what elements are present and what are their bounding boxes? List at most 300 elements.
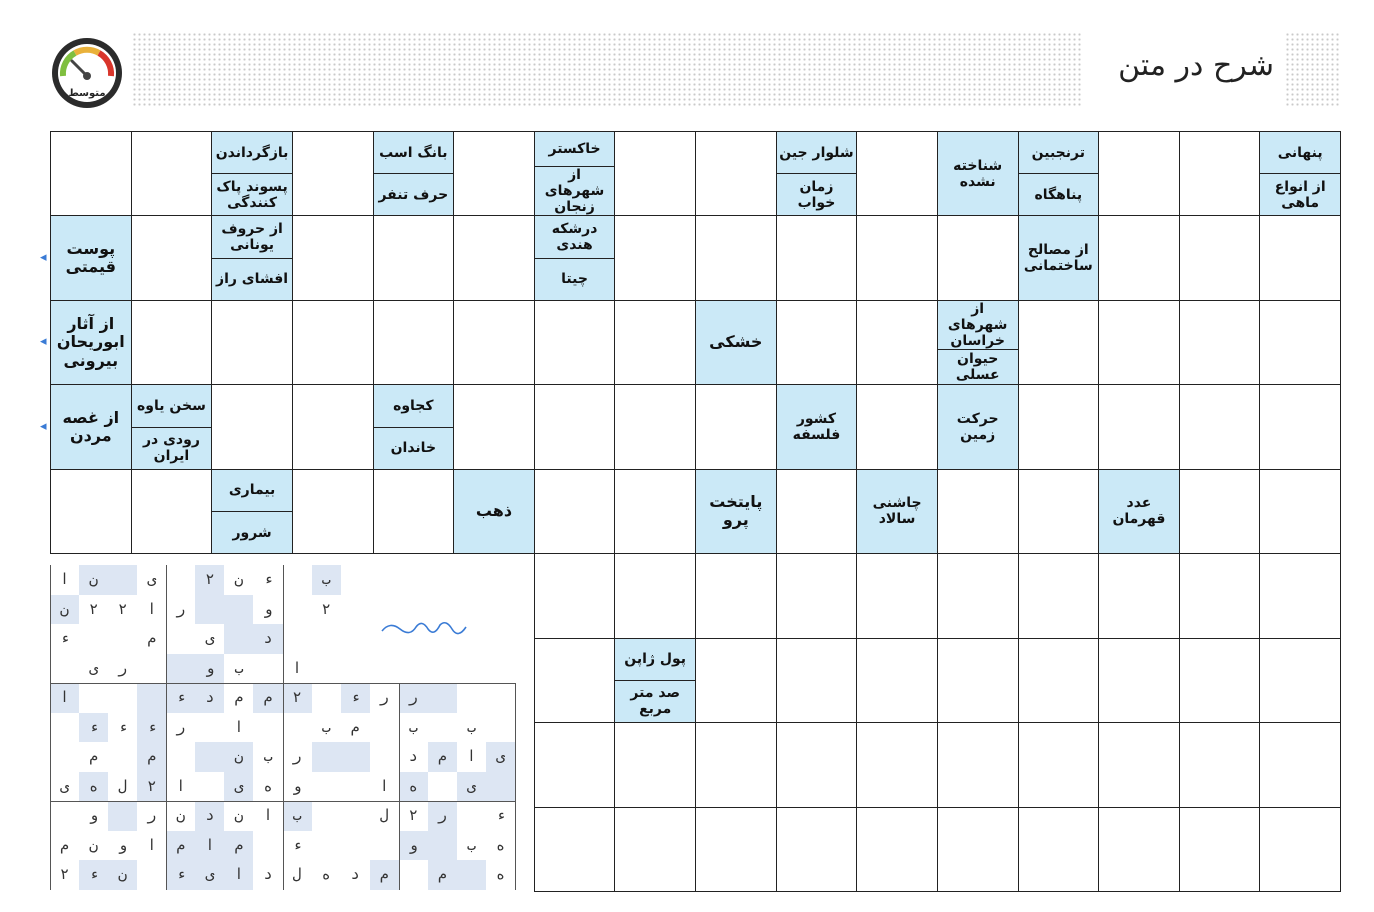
mini-grid-cell	[312, 801, 341, 831]
mini-grid-cell: ی	[147, 570, 157, 588]
clue-cell	[453, 469, 535, 554]
answer-cell[interactable]	[534, 384, 616, 469]
clue-text: شلوار جین	[779, 144, 854, 161]
mini-grid-cell: د	[253, 624, 282, 654]
clue-text: خاکستر	[548, 141, 601, 158]
mini-grid-cell: ا	[50, 683, 79, 713]
answer-cell[interactable]	[614, 215, 696, 300]
answer-cell[interactable]	[776, 553, 858, 638]
mini-grid-divider	[166, 565, 167, 890]
answer-cell[interactable]	[776, 215, 858, 300]
mini-grid-cell	[108, 742, 137, 772]
clue-text: حرکت زمین	[956, 410, 999, 444]
mini-grid-cell	[283, 565, 312, 595]
mini-grid-cell	[166, 624, 195, 654]
clue-text: زمان خواب	[777, 173, 857, 215]
mini-grid-cell: و	[89, 806, 99, 825]
mini-grid-cell	[341, 801, 370, 831]
answer-cell[interactable]	[534, 300, 616, 385]
mini-grid-cell	[195, 772, 224, 802]
answer-cell[interactable]	[614, 553, 696, 638]
clue-text: ذهب	[475, 501, 513, 521]
mini-grid-cell: ء	[495, 806, 505, 825]
header-dot-band-left	[132, 32, 1082, 108]
mini-grid-cell	[50, 801, 79, 831]
mini-grid-cell: ب	[321, 717, 331, 736]
clue-cell	[776, 384, 858, 469]
mini-grid-cell	[341, 831, 370, 861]
mini-grid-cell	[137, 860, 166, 890]
mini-grid-cell	[108, 683, 137, 713]
answer-cell[interactable]	[211, 300, 293, 385]
answer-cell[interactable]	[131, 131, 213, 216]
mini-grid-cell: ه	[495, 865, 505, 884]
mini-grid-cell	[312, 624, 341, 654]
mini-grid-cell: ا	[147, 599, 157, 618]
mini-grid-cell: ب	[263, 747, 273, 766]
mini-grid-cell: ر	[399, 683, 428, 713]
answer-cell[interactable]	[776, 469, 858, 554]
answer-cell[interactable]	[1098, 131, 1180, 216]
mini-grid-cell: ی	[224, 772, 253, 802]
answer-cell[interactable]	[1179, 384, 1261, 469]
answer-cell[interactable]	[776, 300, 858, 385]
answer-cell[interactable]	[614, 722, 696, 807]
mini-grid-cell: ء	[166, 860, 195, 890]
answer-cell[interactable]	[453, 384, 535, 469]
answer-cell[interactable]	[131, 469, 213, 554]
answer-cell[interactable]	[453, 131, 535, 216]
answer-cell[interactable]	[131, 300, 213, 385]
answer-cell[interactable]	[856, 384, 938, 469]
mini-grid-cell: ب	[466, 717, 476, 736]
mini-grid-cell: ء	[137, 713, 166, 743]
answer-cell[interactable]	[453, 300, 535, 385]
mini-grid-cell: ء	[166, 683, 195, 713]
mini-grid-cell: ل	[292, 865, 302, 884]
answer-cell[interactable]	[937, 638, 1019, 723]
clue-cell	[50, 300, 132, 385]
mini-grid-cell: م	[253, 683, 282, 713]
mini-grid-cell	[50, 654, 79, 684]
answer-cell[interactable]	[1259, 469, 1341, 554]
mini-grid-divider	[50, 683, 515, 684]
answer-cell[interactable]	[1098, 553, 1180, 638]
clue-text: پسوند پاک کنندگی	[212, 173, 292, 215]
answer-cell[interactable]	[1259, 807, 1341, 892]
answer-cell[interactable]	[1098, 722, 1180, 807]
answer-cell[interactable]	[695, 807, 777, 892]
mini-grid-cell: م	[428, 742, 457, 772]
mini-grid-cell: ا	[234, 717, 244, 736]
clue-arrow-icon: ◂	[40, 418, 47, 434]
answer-cell[interactable]	[292, 300, 374, 385]
page-title: شرح در متن	[1118, 48, 1274, 83]
hint-mini-grid	[50, 565, 515, 890]
mini-grid-divider	[50, 565, 51, 890]
mini-grid-divider	[283, 565, 284, 890]
mini-grid-cell	[166, 742, 195, 772]
mini-grid-cell: ا	[176, 776, 186, 795]
clue-cell	[776, 131, 858, 216]
mini-grid-cell	[224, 624, 253, 654]
mini-grid-cell: ء	[341, 683, 370, 713]
answer-cell[interactable]	[1098, 807, 1180, 892]
clue-cell	[534, 131, 616, 216]
answer-cell[interactable]	[292, 131, 374, 216]
clue-cell	[373, 384, 455, 469]
mini-grid-cell: م	[234, 688, 244, 707]
clue-cell	[211, 131, 293, 216]
mini-grid-cell: ی	[89, 658, 99, 677]
answer-cell[interactable]	[1018, 384, 1100, 469]
mini-grid-cell	[457, 801, 486, 831]
answer-cell[interactable]	[1018, 638, 1100, 723]
clue-cell	[50, 215, 132, 300]
mini-grid-cell: ر	[428, 801, 457, 831]
mini-grid-cell	[166, 565, 195, 595]
difficulty-gauge-icon	[50, 36, 124, 110]
mini-grid-cell: ه	[263, 776, 273, 795]
mini-grid-cell: م	[60, 835, 70, 854]
mini-grid-divider	[399, 683, 400, 890]
answer-cell[interactable]	[1259, 638, 1341, 723]
answer-cell[interactable]	[695, 722, 777, 807]
mini-grid-cell	[312, 654, 341, 684]
clue-cell	[695, 469, 777, 554]
answer-cell[interactable]	[1179, 215, 1261, 300]
answer-cell[interactable]	[1018, 469, 1100, 554]
mini-grid-cell: ن	[108, 860, 137, 890]
answer-cell[interactable]	[50, 469, 132, 554]
mini-grid-cell: ٢	[60, 865, 70, 884]
mini-grid-cell: ه	[321, 865, 331, 884]
answer-cell[interactable]	[292, 384, 374, 469]
mini-grid-cell: ب	[408, 717, 418, 736]
clue-text: از حروف یونانی	[221, 220, 283, 254]
mini-grid-cell	[457, 860, 486, 890]
answer-cell[interactable]	[373, 215, 455, 300]
answer-cell[interactable]	[1179, 131, 1261, 216]
mini-grid-cell	[253, 831, 282, 861]
clue-cell	[50, 384, 132, 469]
mini-grid-cell: ه	[79, 772, 108, 802]
answer-cell[interactable]	[614, 469, 696, 554]
answer-cell[interactable]	[1098, 384, 1180, 469]
clue-text: از شهرهای زنجان	[535, 166, 615, 215]
answer-cell[interactable]	[50, 131, 132, 216]
clue-text: پایتخت پرو	[709, 492, 763, 530]
answer-cell[interactable]	[1259, 553, 1341, 638]
mini-grid-cell	[283, 624, 312, 654]
clue-text: پوست قیمتی	[65, 238, 117, 277]
mini-grid-cell: ٢	[118, 599, 128, 618]
answer-cell[interactable]	[131, 215, 213, 300]
mini-grid-cell: ر	[176, 599, 186, 618]
answer-cell[interactable]	[292, 469, 374, 554]
answer-cell[interactable]	[776, 638, 858, 723]
mini-grid-cell: ا	[379, 776, 389, 795]
answer-cell[interactable]	[937, 215, 1019, 300]
mini-grid-cell: ٢	[283, 683, 312, 713]
answer-cell[interactable]	[937, 807, 1019, 892]
answer-cell[interactable]	[453, 215, 535, 300]
clue-text: بیماری	[228, 482, 276, 499]
answer-cell[interactable]	[695, 553, 777, 638]
mini-grid-cell: ء	[263, 570, 273, 588]
mini-grid-cell	[50, 742, 79, 772]
clue-text: عدد قهرمان	[1112, 495, 1166, 528]
answer-cell[interactable]	[1018, 300, 1100, 385]
answer-cell[interactable]	[1259, 384, 1341, 469]
answer-cell[interactable]	[695, 638, 777, 723]
mini-grid-cell: ی	[457, 772, 486, 802]
mini-grid-cell	[79, 624, 108, 654]
mini-grid-cell: ٢	[137, 772, 166, 802]
answer-cell[interactable]	[1179, 469, 1261, 554]
mini-grid-cell: ا	[292, 658, 302, 677]
mini-grid-cell: ه	[399, 772, 428, 802]
answer-cell[interactable]	[937, 722, 1019, 807]
mini-grid-divider	[515, 683, 516, 890]
mini-grid-cell: ن	[234, 806, 244, 825]
answer-cell[interactable]	[1259, 215, 1341, 300]
clue-cell	[937, 384, 1019, 469]
mini-grid-cell	[370, 713, 399, 743]
mini-grid-cell: م	[89, 747, 99, 766]
clue-cell	[211, 215, 293, 300]
clue-cell	[1098, 469, 1180, 554]
mini-grid-cell: ٢	[408, 806, 418, 825]
mini-grid-cell	[312, 742, 341, 772]
answer-cell[interactable]	[211, 384, 293, 469]
clue-text: پنهانی	[1277, 144, 1323, 161]
answer-cell[interactable]	[534, 469, 616, 554]
answer-cell[interactable]	[856, 215, 938, 300]
answer-cell[interactable]	[292, 215, 374, 300]
mini-grid-cell	[224, 595, 253, 625]
mini-grid-divider	[50, 801, 515, 802]
mini-grid-cell: د	[350, 865, 360, 884]
mini-grid-cell	[428, 831, 457, 861]
clue-text: از شهرهای خراسان	[947, 300, 1008, 350]
mini-grid-cell: م	[137, 742, 166, 772]
clue-text: درشکه هندی	[551, 220, 598, 254]
answer-cell[interactable]	[1179, 638, 1261, 723]
answer-cell[interactable]	[1098, 215, 1180, 300]
answer-cell[interactable]	[856, 722, 938, 807]
mini-grid-cell: ه	[495, 835, 505, 854]
answer-cell[interactable]	[856, 553, 938, 638]
answer-cell[interactable]	[856, 300, 938, 385]
clue-text: شرور	[212, 511, 292, 553]
mini-grid-cell: ب	[283, 801, 312, 831]
answer-cell[interactable]	[614, 384, 696, 469]
mini-grid-cell: ی	[205, 629, 215, 648]
mini-grid-cell	[195, 742, 224, 772]
mini-grid-cell	[108, 565, 137, 595]
clue-text: چیتا	[535, 258, 615, 300]
mini-grid-cell: ن	[89, 835, 99, 854]
mini-grid-cell: د	[408, 747, 418, 766]
mini-grid-cell	[253, 654, 282, 684]
mini-grid-cell	[79, 683, 108, 713]
difficulty-label: متوسط	[68, 88, 106, 99]
clue-text: خاندان	[374, 427, 454, 469]
mini-grid-cell: م	[370, 860, 399, 890]
answer-cell[interactable]	[1098, 638, 1180, 723]
answer-cell[interactable]	[614, 131, 696, 216]
mini-grid-cell	[137, 654, 166, 684]
mini-grid-cell: ب	[312, 565, 341, 595]
clue-cell	[211, 469, 293, 554]
clue-text: حرف تنفر	[374, 173, 454, 215]
mini-grid-cell	[137, 683, 166, 713]
mini-grid-cell: ب	[466, 835, 476, 854]
clue-cell	[1018, 131, 1100, 216]
answer-cell[interactable]	[856, 131, 938, 216]
answer-cell[interactable]	[1259, 300, 1341, 385]
mini-grid-cell	[253, 713, 282, 743]
clue-text: بانگ اسب	[379, 144, 448, 161]
clue-cell	[373, 131, 455, 216]
mini-grid-cell: ن	[79, 565, 108, 595]
answer-cell[interactable]	[1098, 300, 1180, 385]
mini-grid-cell	[166, 654, 195, 684]
answer-cell[interactable]	[856, 638, 938, 723]
answer-cell[interactable]	[534, 807, 616, 892]
clue-text: خشکی	[709, 332, 763, 352]
answer-cell[interactable]	[1179, 722, 1261, 807]
mini-grid-cell: ء	[79, 713, 108, 743]
answer-cell[interactable]	[856, 807, 938, 892]
mini-grid-cell: ل	[379, 806, 389, 825]
answer-cell[interactable]	[695, 384, 777, 469]
clue-text: پناهگاه	[1019, 173, 1099, 215]
mini-grid-cell: ی	[60, 776, 70, 795]
answer-cell[interactable]	[1179, 553, 1261, 638]
answer-cell[interactable]	[534, 553, 616, 638]
mini-grid-cell: ا	[147, 835, 157, 854]
answer-cell[interactable]	[1018, 807, 1100, 892]
mini-grid-cell: ٢	[89, 599, 99, 618]
answer-cell[interactable]	[937, 469, 1019, 554]
mini-grid-cell	[195, 713, 224, 743]
mini-grid-cell: ن	[50, 595, 79, 625]
answer-cell[interactable]	[695, 215, 777, 300]
mini-grid-cell: ا	[466, 747, 476, 766]
answer-cell[interactable]	[373, 300, 455, 385]
mini-grid-cell: ء	[60, 629, 70, 648]
mini-grid-cell: ء	[118, 717, 128, 736]
answer-cell[interactable]	[373, 469, 455, 554]
answer-cell[interactable]	[534, 722, 616, 807]
mini-grid-cell: و	[118, 835, 128, 854]
mini-grid-cell	[283, 595, 312, 625]
answer-cell[interactable]	[1259, 722, 1341, 807]
mini-grid-cell: و	[292, 776, 302, 795]
mini-grid-cell: ا	[263, 806, 273, 825]
mini-grid-cell	[486, 772, 515, 802]
mini-grid-cell: ی	[486, 742, 515, 772]
clue-text: صد متر مربع	[615, 680, 695, 722]
clue-cell	[1259, 131, 1341, 216]
mini-grid-cell	[370, 831, 399, 861]
clue-cell	[1018, 215, 1100, 300]
mini-grid-cell: د	[263, 865, 273, 884]
answer-cell[interactable]	[1018, 722, 1100, 807]
mini-grid-cell: م	[428, 860, 457, 890]
handwritten-scribble-icon	[380, 615, 470, 645]
answer-cell[interactable]	[776, 807, 858, 892]
answer-cell[interactable]	[1179, 300, 1261, 385]
clue-text: از مصالح ساختمانی	[1023, 242, 1093, 275]
mini-grid-cell	[370, 742, 399, 772]
mini-grid-cell: م	[147, 629, 157, 648]
mini-grid-cell	[312, 683, 341, 713]
header-dot-band-right	[1285, 32, 1340, 108]
answer-cell[interactable]	[776, 722, 858, 807]
mini-grid-cell: ر	[292, 747, 302, 766]
mini-grid-cell: ی	[195, 860, 224, 890]
mini-grid-cell	[50, 713, 79, 743]
clue-text: چاشنی سالاد	[872, 495, 922, 528]
clue-text: شناخته نشده	[953, 157, 1003, 190]
mini-grid-cell: و	[195, 654, 224, 684]
answer-cell[interactable]	[614, 807, 696, 892]
mini-grid-cell: ر	[118, 658, 128, 677]
clue-text: پول ژاپن	[624, 651, 687, 668]
clue-cell	[534, 215, 616, 300]
mini-grid-cell: م	[166, 831, 195, 861]
clue-text: سخن یاوه	[137, 397, 206, 414]
mini-grid-cell: ٢	[321, 599, 331, 618]
answer-cell[interactable]	[695, 131, 777, 216]
mini-grid-cell	[312, 831, 341, 861]
clue-text: کجاوه	[393, 397, 434, 414]
mini-grid-cell	[283, 713, 312, 743]
mini-grid-cell: ن	[176, 806, 186, 825]
clue-arrow-icon: ◂	[40, 249, 47, 265]
mini-grid-cell	[195, 595, 224, 625]
mini-grid-cell	[341, 742, 370, 772]
mini-grid-cell	[341, 772, 370, 802]
mini-grid-cell	[486, 713, 515, 743]
mini-grid-cell	[108, 624, 137, 654]
mini-grid-cell: ل	[118, 776, 128, 795]
mini-grid-cell: ا	[224, 860, 253, 890]
clue-text: بازگرداندن	[215, 144, 289, 161]
answer-cell[interactable]	[614, 300, 696, 385]
mini-grid-cell: و	[399, 831, 428, 861]
clue-text: حیوان عسلی	[938, 349, 1018, 384]
mini-grid-cell	[486, 683, 515, 713]
answer-cell[interactable]	[937, 553, 1019, 638]
mini-grid-cell: ر	[379, 688, 389, 707]
clue-text: رودی در ایران	[132, 427, 212, 469]
clue-cell	[856, 469, 938, 554]
clue-text: از غصه مردن	[62, 407, 120, 446]
answer-cell[interactable]	[1018, 553, 1100, 638]
clue-text: افشای راز	[212, 258, 292, 300]
answer-cell[interactable]	[534, 638, 616, 723]
answer-cell[interactable]	[1179, 807, 1261, 892]
mini-grid-cell: ء	[292, 835, 302, 854]
mini-grid-cell: ن	[224, 742, 253, 772]
mini-grid-cell: ء	[79, 860, 108, 890]
mini-grid-cell: د	[195, 801, 224, 831]
clue-cell	[937, 300, 1019, 385]
